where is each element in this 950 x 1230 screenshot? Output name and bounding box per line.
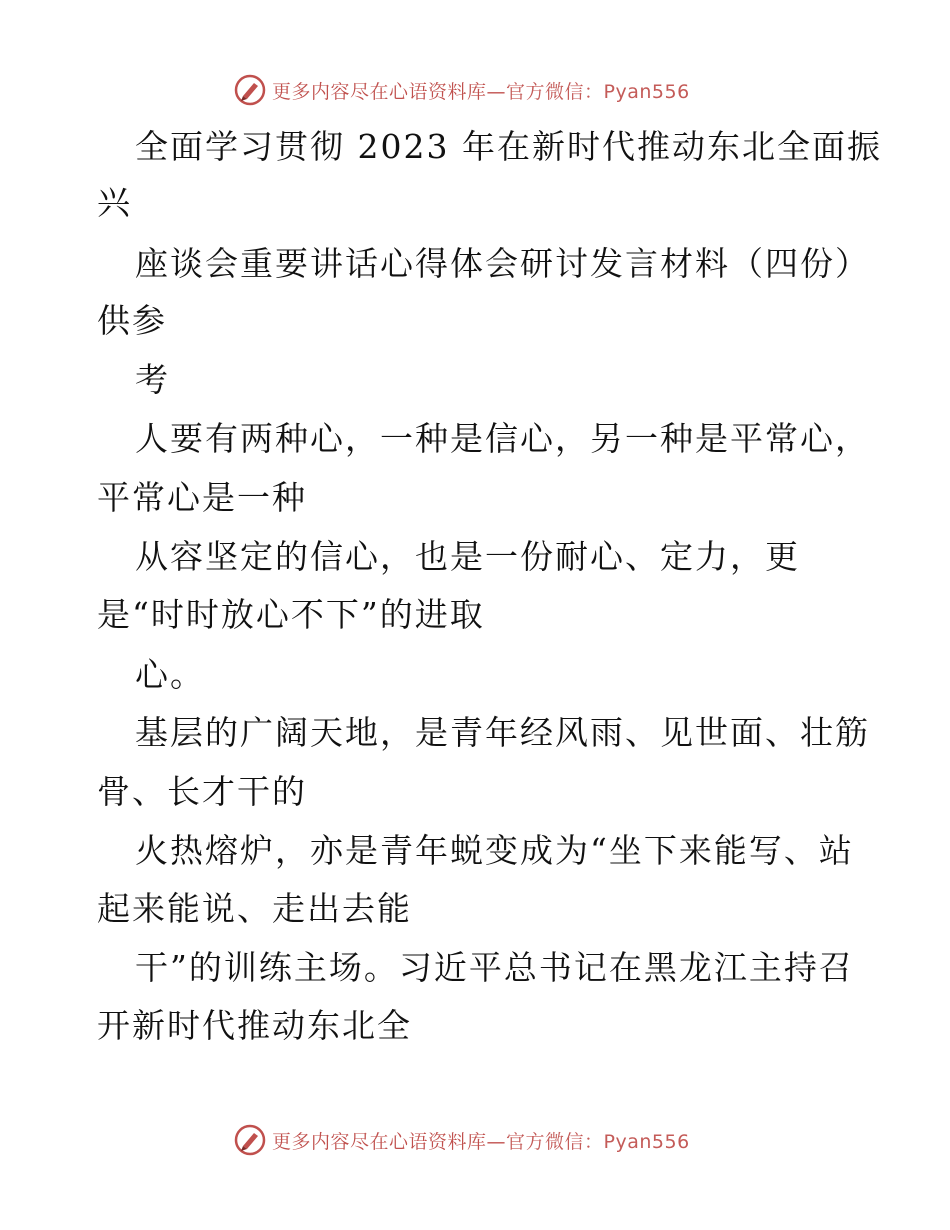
header-separator: — [486,80,507,103]
footer-banner [0,1120,950,1160]
title-line-3: 座谈会重要讲话心得体会研讨发言材料（四份） [135,244,870,283]
paragraph-line: 心。 [135,655,205,694]
paragraph-line: 开新时代推动东北全 [97,1006,412,1045]
header-text [272,77,690,104]
paragraph-line: 骨、长才干的 [97,772,307,811]
footer-wechat: 官方微信：Pyan556 [506,1130,690,1153]
paragraph-line: 从容坚定的信心，也是一份耐心、定力，更 [135,537,800,576]
title-line-1: 全面学习贯彻 2023 年在新时代推动东北全面振 [135,127,882,166]
pen-logo-icon [234,1124,266,1156]
header-wechat: 官方微信：Pyan556 [506,80,690,103]
footer-text [272,1127,690,1154]
paragraph-line: 是“时时放心不下”的进取 [97,595,485,634]
title-line-2: 兴 [97,183,132,222]
header-banner [0,70,950,110]
footer-site-name: 更多内容尽在心语资料库 [272,1130,487,1153]
header-site-name: 更多内容尽在心语资料库 [272,80,487,103]
footer-separator: — [486,1130,507,1153]
paragraph-line: 平常心是一种 [97,478,307,517]
title-line-5: 考 [135,360,170,399]
paragraph-line: 起来能说、走出去能 [97,889,412,928]
title-line-4: 供参 [97,301,167,340]
paragraph-line: 干”的训练主场。习近平总书记在黑龙江主持召 [135,948,854,987]
paragraph-line: 基层的广阔天地，是青年经风雨、见世面、壮筋 [135,713,870,752]
pen-logo-icon [234,74,266,106]
paragraph-line: 火热熔炉，亦是青年蜕变成为“坐下来能写、站 [135,831,854,870]
paragraph-line: 人要有两种心，一种是信心，另一种是平常心， [135,419,870,458]
